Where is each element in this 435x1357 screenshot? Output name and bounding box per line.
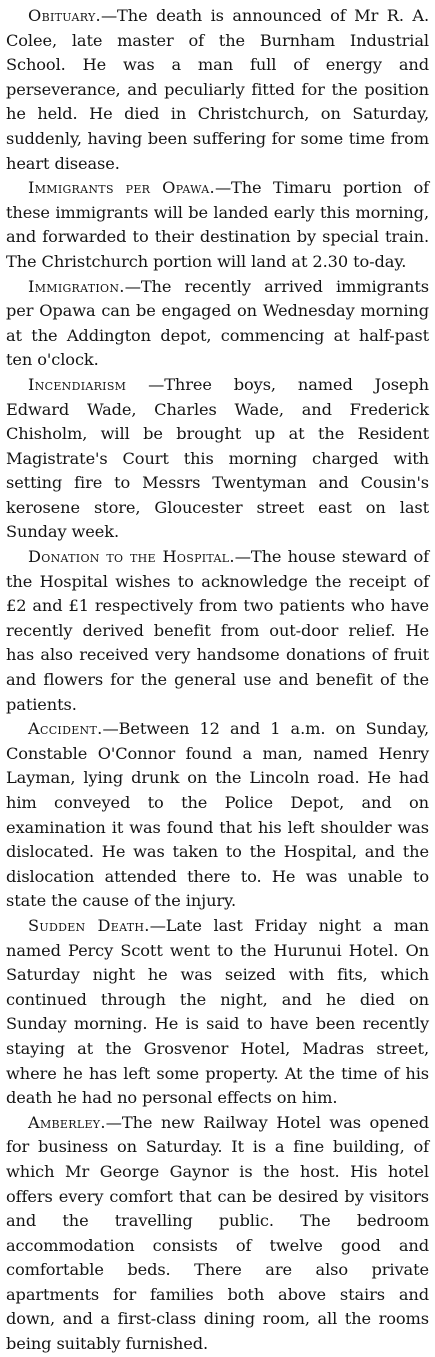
item-heading: Donation to the Hospital.: [28, 547, 235, 567]
item-body: —Late last Friday night a man named Percy Scott went to the Hurunui Hotel. On Saturday night he was seized with fits, which continued through the night, and he died on Sunday morning. He is said to have been recently staying at the Grosvenor Hotel, Madras street, where he has left some property. At the time of his death he had no personal effects on him.: [6, 915, 429, 1108]
news-item-sudden-death: [6, 914, 429, 1111]
item-body: —The Timaru portion of these immigrants will be landed early this morning, and forwarded to their destination by special train. The Christchurch portion will land at 2.30 to-day.: [6, 178, 429, 271]
item-heading: Obituary.: [28, 6, 101, 25]
news-item-amberley: [6, 1111, 429, 1357]
item-body: —Between 12 and 1 a.m. on Sunday, Constable O'Connor found a man, named Henry Layman, lying drunk on the Lincoln road. He had him conveyed to the Police Depot, and on examination it was found that his left shoulder was dislocated. He was taken to the Hospital, and the dislocation attended there to. He was unable to state the cause of the injury.: [6, 719, 429, 911]
item-body: —The recently arrived immigrants per Opawa can be engaged on Wednesday morning at the Addington depot, commencing at half-past ten o'clock.: [6, 276, 429, 370]
item-body: —The death is announced of Mr R. A. Colee, late master of the Burnham Industrial School. He was a man full of energy and perseverance, and peculiarly fitted for the position he held. He died in Christchurch, on Saturday, suddenly, having been suffering for some time from heart disease.: [6, 6, 429, 173]
item-heading: Immigration.: [28, 276, 125, 296]
item-heading: Amberley.: [28, 1112, 106, 1132]
news-item-incendiarism: [6, 373, 429, 545]
item-heading: Accident.: [28, 719, 103, 739]
news-item-donation-to-hospital: [6, 545, 429, 717]
news-item-immigrants-per-opawa: [6, 176, 429, 274]
news-item-accident: [6, 717, 429, 914]
item-heading: Sudden Death.: [28, 915, 150, 935]
item-body: —Three boys, named Joseph Edward Wade, Charles Wade, and Frederick Chisholm, will be brought up at the Resident Magistrate's Court this morning charged with setting fire to Messrs Twentyman and Cousin's kerosene store, Gloucester street east on last Sunday week.: [6, 374, 429, 542]
item-heading: Incendiarism: [28, 374, 127, 394]
item-body: —The house steward of the Hospital wishes to acknowledge the receipt of £2 and £1 respectively from two patients who have recently derived benefit from out-door relief. He has also received very handsome donations of fruit and flowers for the general use and benefit of the patients.: [6, 547, 430, 714]
item-body: —The new Railway Hotel was opened for business on Saturday. It is a fine building, of which Mr George Gaynor is the host. His hotel offers every comfort that can be desired by visitors and the travelling public. The bedroom accommodation consists of twelve good and comfortable beds. There are also private apartments for families both above stairs and down, and a first-class dining room, all the rooms being suitably furnished.: [6, 1112, 429, 1354]
news-item-immigration: [6, 275, 429, 373]
item-heading: Immigrants per Opawa.: [28, 178, 215, 198]
news-item-obituary: [6, 4, 429, 176]
